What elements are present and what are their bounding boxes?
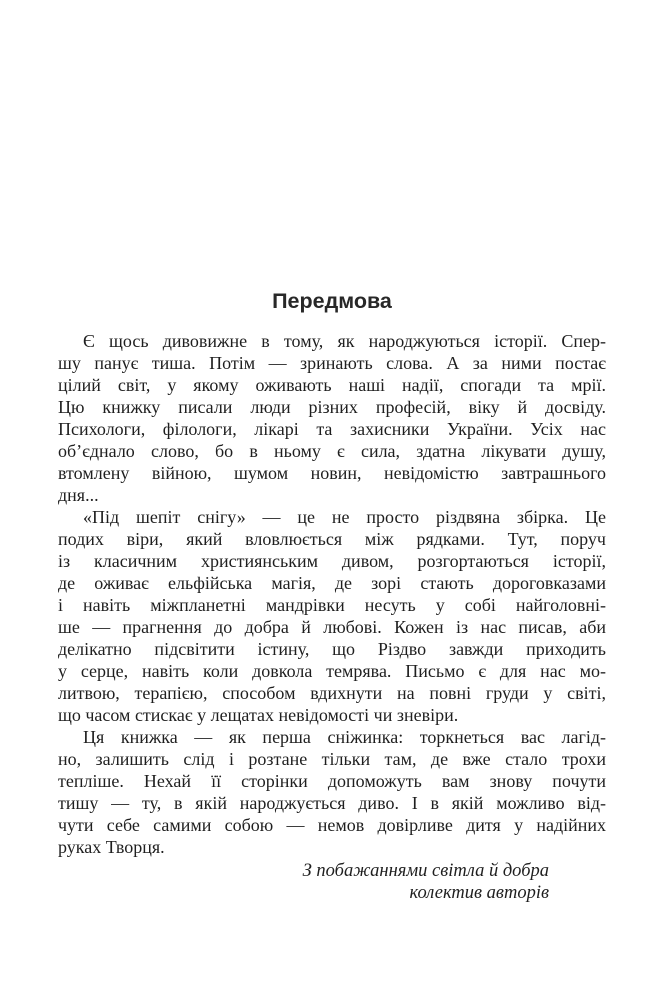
text-line: Є щось дивовижне в тому, як народжуються історії. Спер-: [83, 331, 606, 351]
text-line: чути себе самими собою — немов довірливе дитя у надійних: [58, 815, 606, 835]
text-line: дня...: [58, 485, 99, 505]
text-line: Психологи, філологи, лікарі та захисники України. Усіх нас: [58, 419, 606, 439]
text-line: Цю книжку писали люди різних професій, віку й досвіду.: [58, 397, 606, 417]
text-line: руках Творця.: [58, 837, 165, 857]
text-line: у серце, навіть коли довкола темрява. Письмо є для нас мо-: [58, 661, 606, 681]
text-line: делікатно підсвітити істину, що Різдво завжди приходить: [58, 639, 606, 659]
text-line: і навіть міжпланетні мандрівки несуть у собі найголовні-: [58, 595, 606, 615]
signature-line-1: З побажаннями світла й добра: [302, 861, 549, 881]
paragraph-2: [58, 506, 606, 726]
page-title: Передмова: [272, 289, 392, 313]
text-line: подих віри, який вловлюється між рядками. Тут, поруч: [58, 529, 606, 549]
signature-line-2: колектив авторів: [409, 883, 549, 903]
preface-text: [58, 330, 606, 858]
paragraph-1: [58, 330, 606, 506]
paragraph-3: [58, 726, 606, 858]
text-line: де оживає ельфійська магія, де зорі стають дороговказами: [58, 573, 606, 593]
text-line: «Під шепіт снігу» — це не просто різдвяна збірка. Це: [83, 507, 606, 527]
text-line: шу панує тиша. Потім — зринають слова. А за ними постає: [58, 353, 606, 373]
text-line: ше — прагнення до добра й любові. Кожен із нас писав, аби: [58, 617, 606, 637]
text-line: литвою, терапією, способом вдихнути на повні груди у світі,: [58, 683, 606, 703]
text-line: цілий світ, у якому оживають наші надії, спогади та мрії.: [58, 375, 606, 395]
text-line: тепліше. Нехай її сторінки допоможуть вам знову почути: [58, 771, 606, 791]
text-line: втомлену війною, шумом новин, невідомістю завтрашнього: [58, 463, 606, 483]
text-line: Ця книжка — як перша сніжинка: торкнеться вас лагід-: [83, 727, 606, 747]
text-line: тишу — ту, в якій народжується диво. І в якій можливо від-: [58, 793, 606, 813]
text-line: об’єднало слово, бо в ньому є сила, здатна лікувати душу,: [58, 441, 606, 461]
text-line: із класичним християнським дивом, розгортаються історії,: [58, 551, 606, 571]
text-line: но, залишить слід і розтане тільки там, де вже стало трохи: [58, 749, 606, 769]
text-line: що часом стискає у лещатах невідомості чи зневіри.: [58, 705, 459, 725]
signature: [58, 860, 606, 904]
